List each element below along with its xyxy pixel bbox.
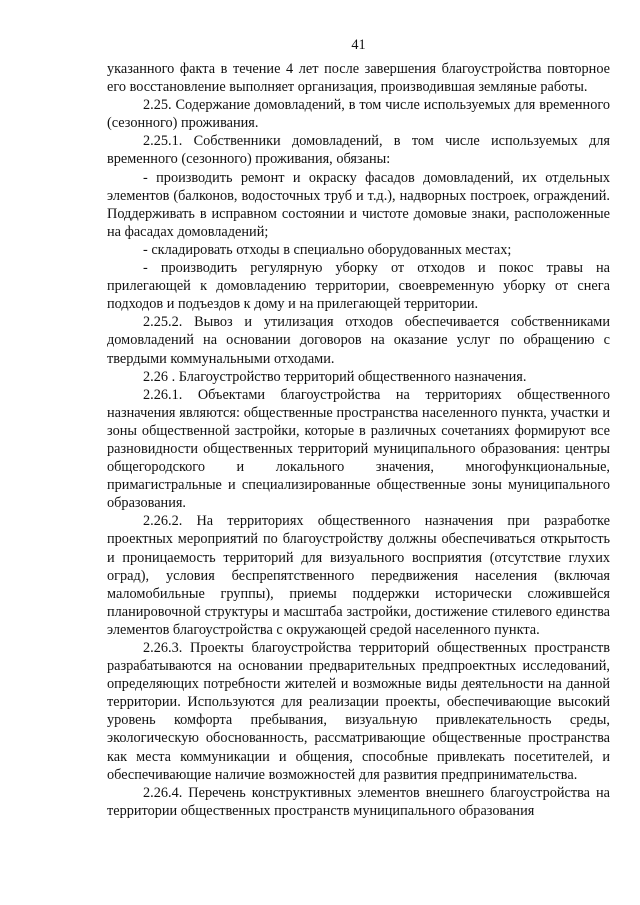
page-number: 41 <box>351 37 366 53</box>
paragraph-2-26-2: 2.26.2. На территориях общественного назначения при разработке проектных мероприятий по благоустройству должны обеспечиваться открытость и проницаемость территорий для визуального восприятия (отсутствие глухих оград), условия беспрепятственного передвижения населения (включая маломобильные группы), приемы поддержки исторически сложившейся планировочной структуры и масштаба застройки, достижение стилевого единства элементов благоустройства с окружающей средой населенного пункта. <box>107 513 610 638</box>
paragraph-2-26-3: 2.26.3. Проекты благоустройства территорий общественных пространств разрабатываются на основании предварительных предпроектных исследований, определяющих потребности жителей и возможные виды деятельности на данной территории. Используются для реализации проекты, обеспечивающие высокий уровень комфорта пребывания, визуальную привлекательность среды, экологическую обоснованность, рассматривающие общественные пространства как места коммуникации и общения, способные привлекать посетителей, и обеспечивающие наличие возможностей для развития предпринимательства. <box>107 640 610 783</box>
paragraph-earthworks-restoration: указанного факта в течение 4 лет после завершения благоустройства повторное его восстановление выполняет организация, производившая земляные работы. <box>107 61 610 96</box>
paragraph-2-25-heading: 2.25. Содержание домовладений, в том числе используемых для временного (сезонного) проживания. <box>107 97 610 132</box>
list-item-facade-repair: - производить ремонт и окраску фасадов домовладений, их отдельных элементов (балконов, водосточных труб и т.д.), надворных построек, ограждений. Поддерживать в исправном состоянии и чистоте домовые знаки, расположенные на фасадах домовладений; <box>107 169 610 240</box>
paragraph-2-26-1: 2.26.1. Объектами благоустройства на территориях общественного назначения являются: общественные пространства населенного пункта, участки и зоны общественной застройки, которые в различных сочетаниях формируют все разновидности общественных территорий муниципального образования: центры общегородского и локального значения, многофункциональные, примагистральные и специализированные общественные зоны муниципального образования. <box>107 386 610 512</box>
paragraph-2-26-heading: 2.26 . Благоустройство территорий общественного назначения. <box>143 368 527 385</box>
paragraph-2-25-2: 2.25.2. Вывоз и утилизация отходов обеспечивается собственниками домовладений на основании договоров на оказание услуг по обращению с твердыми коммунальными отходами. <box>107 314 610 367</box>
list-item-regular-cleaning: - производить регулярную уборку от отходов и покос травы на прилегающей к домовладению территории, своевременную уборку от снега подходов и подъездов к дому и на прилегающей территории. <box>107 260 610 313</box>
paragraph-2-26-4: 2.26.4. Перечень конструктивных элементов внешнего благоустройства на территории общественных пространств муниципального образования <box>107 784 610 819</box>
paragraph-2-25-1: 2.25.1. Собственники домовладений, в том числе используемых для временного (сезонного) проживания, обязаны: <box>107 133 610 168</box>
list-item-waste-storage: - складировать отходы в специально оборудованных местах; <box>143 241 512 258</box>
